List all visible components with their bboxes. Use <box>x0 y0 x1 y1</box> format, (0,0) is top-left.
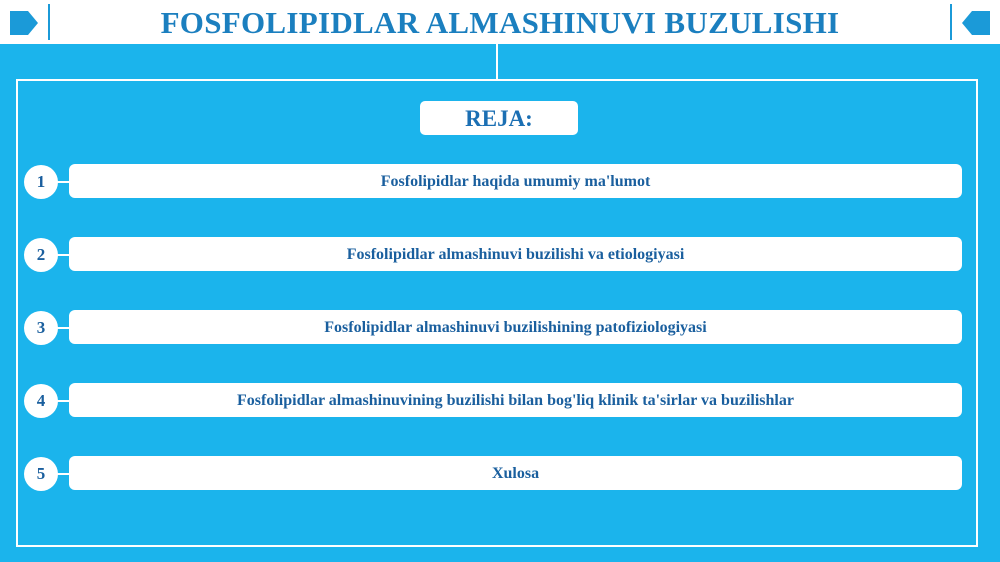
plan-item-number: 5 <box>24 457 58 491</box>
plan-item-connector <box>56 181 70 183</box>
plan-title: REJA: <box>420 101 578 135</box>
plan-item-label: Fosfolipidlar haqida umumiy ma'lumot <box>69 164 962 198</box>
plan-item-number: 3 <box>24 311 58 345</box>
plan-item-number: 1 <box>24 165 58 199</box>
plan-item-connector <box>56 327 70 329</box>
plan-item-number: 2 <box>24 238 58 272</box>
plan-item-label: Xulosa <box>69 456 962 490</box>
plan-item-4 <box>0 383 1000 419</box>
plan-item-label: Fosfolipidlar almashinuvining buzilishi bilan bog'liq klinik ta'sirlar va buzilishlar <box>69 383 962 417</box>
header-connector <box>496 44 498 80</box>
arrow-left-icon <box>956 6 996 40</box>
plan-item-1 <box>0 164 1000 200</box>
plan-item-connector <box>56 473 70 475</box>
header-bar <box>0 0 1000 44</box>
plan-item-3 <box>0 310 1000 346</box>
page-title: FOSFOLIPIDLAR ALMASHINUVI BUZULISHI <box>160 5 840 40</box>
plan-item-number: 4 <box>24 384 58 418</box>
prev-slide-button[interactable] <box>956 6 996 40</box>
plan-item-label: Fosfolipidlar almashinuvi buzilishi va etiologiyasi <box>69 237 962 271</box>
plan-item-2 <box>0 237 1000 273</box>
plan-item-5 <box>0 456 1000 492</box>
plan-item-connector <box>56 254 70 256</box>
plan-item-connector <box>56 400 70 402</box>
plan-item-label: Fosfolipidlar almashinuvi buzilishining patofiziologiyasi <box>69 310 962 344</box>
nav-divider-right <box>950 4 952 40</box>
